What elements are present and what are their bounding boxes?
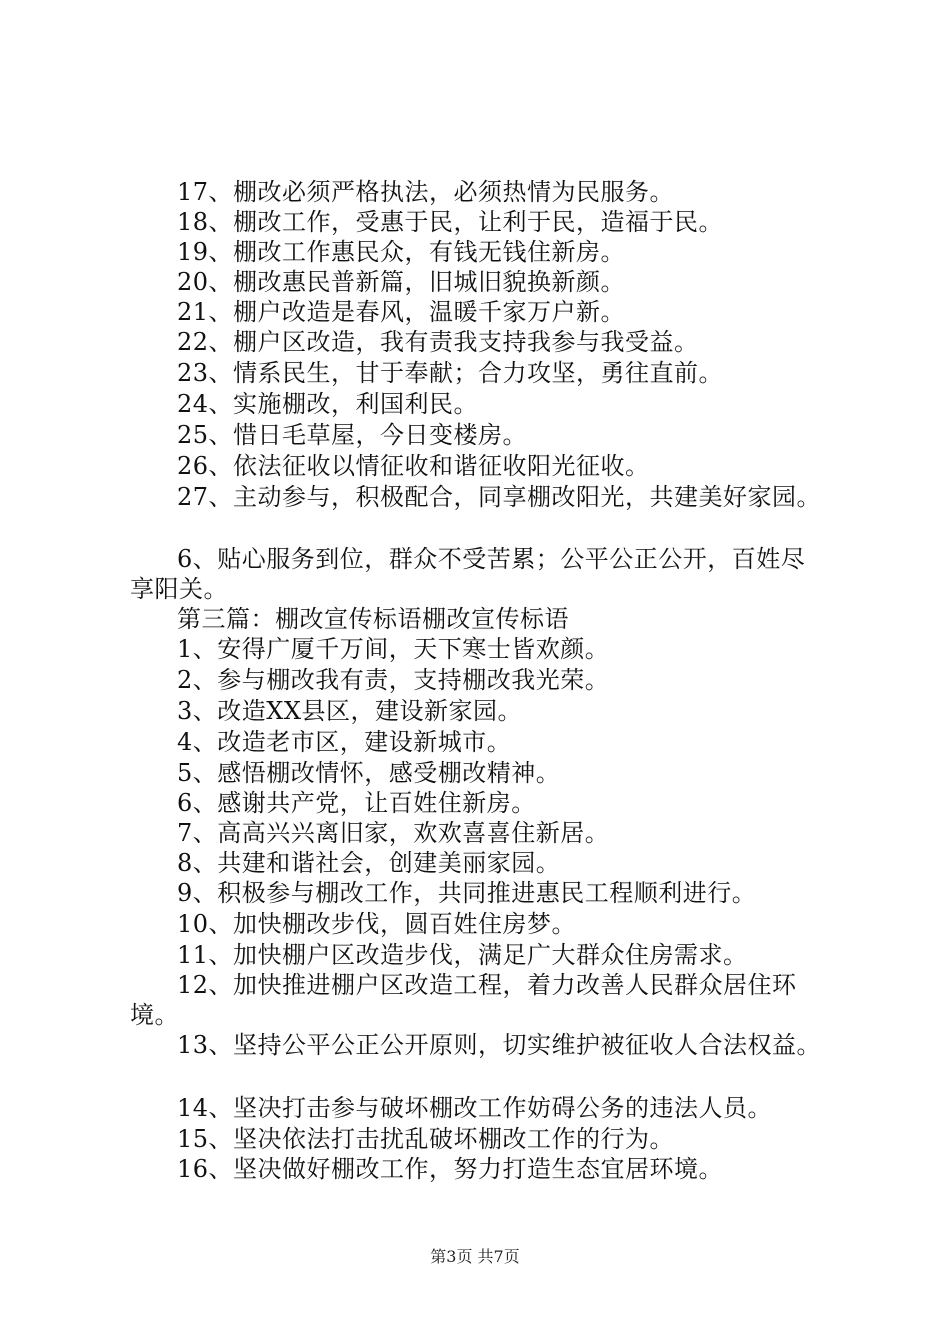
- slogan-6-part1: 6、贴心服务到位，群众不受苦累；公平公正公开，百姓尽: [177, 545, 806, 573]
- slogan-27: 27、主动参与，积极配合，同享棚改阳光，共建美好家园。: [177, 483, 822, 511]
- slogan-25: 25、惜日毛草屋，今日变楼房。: [177, 421, 528, 449]
- slogan-9: 9、积极参与棚改工作，共同推进惠民工程顺利进行。: [177, 879, 757, 907]
- slogan-2: 2、参与棚改我有责，支持棚改我光荣。: [177, 666, 610, 694]
- slogan-18: 18、棚改工作，受惠于民，让利于民，造福于民。: [177, 208, 724, 236]
- slogan-5: 5、感悟棚改情怀，感受棚改精神。: [177, 759, 561, 787]
- slogan-12-part2: 境。: [130, 1001, 179, 1029]
- slogan-16: 16、坚决做好棚改工作，努力打造生态宜居环境。: [177, 1155, 724, 1183]
- slogan-1: 1、安得广厦千万间，天下寒士皆欢颜。: [177, 635, 610, 663]
- slogan-8: 8、共建和谐社会，创建美丽家园。: [177, 849, 561, 877]
- slogan-12-part1: 12、加快推进棚户区改造工程，着力改善人民群众居住环: [177, 971, 797, 999]
- slogan-4: 4、改造老市区，建设新城市。: [177, 728, 512, 756]
- slogan-11: 11、加快棚户区改造步伐，满足广大群众住房需求。: [177, 941, 748, 969]
- slogan-7: 7、高高兴兴离旧家，欢欢喜喜住新居。: [177, 819, 610, 847]
- page-footer: 第3页 共7页: [430, 1247, 520, 1266]
- slogan-10: 10、加快棚改步伐，圆百姓住房梦。: [177, 910, 577, 938]
- slogan-21: 21、棚户改造是春风，温暖千家万户新。: [177, 298, 626, 326]
- slogan-20: 20、棚改惠民普新篇，旧城旧貌换新颜。: [177, 268, 626, 296]
- slogan-6-part2: 享阳关。: [130, 575, 228, 603]
- slogan-17: 17、棚改必须严格执法，必须热情为民服务。: [177, 178, 675, 206]
- section-heading: 第三篇：棚改宣传标语棚改宣传标语: [177, 605, 569, 633]
- slogan-22: 22、棚户区改造，我有责我支持我参与我受益。: [177, 328, 699, 356]
- slogan-26: 26、依法征收以情征收和谐征收阳光征收。: [177, 452, 650, 480]
- slogan-23: 23、情系民生，甘于奉献；合力攻坚，勇往直前。: [177, 359, 724, 387]
- slogan-6: 6、感谢共产党，让百姓住新房。: [177, 789, 536, 817]
- slogan-15: 15、坚决依法打击扰乱破坏棚改工作的行为。: [177, 1125, 675, 1153]
- slogan-24: 24、实施棚改，利国利民。: [177, 390, 479, 418]
- slogan-14: 14、坚决打击参与破坏棚改工作妨碍公务的违法人员。: [177, 1094, 773, 1122]
- slogan-13: 13、坚持公平公正公开原则，切实维护被征收人合法权益。: [177, 1031, 822, 1059]
- slogan-19: 19、棚改工作惠民众，有钱无钱住新房。: [177, 238, 626, 266]
- slogan-3: 3、改造XX县区，建设新家园。: [177, 697, 522, 725]
